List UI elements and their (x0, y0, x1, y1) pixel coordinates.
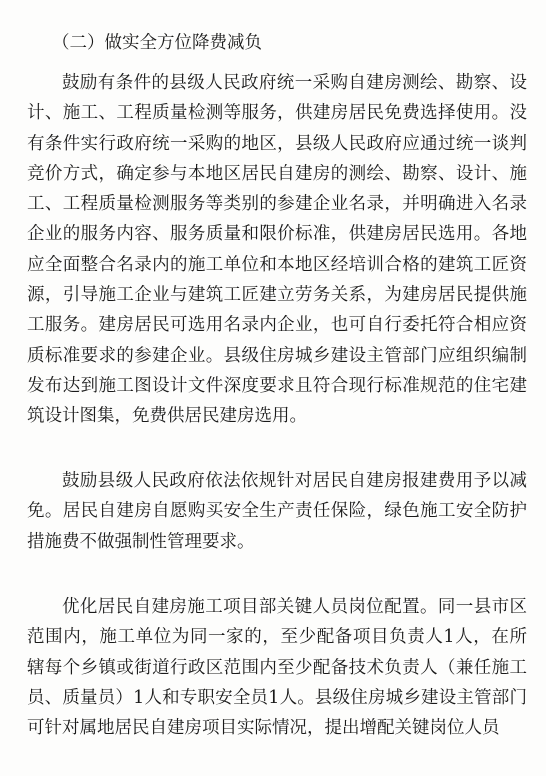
paragraph-service-procurement: 鼓励有条件的县级人民政府统一采购自建房测绘、勘察、设计、施工、工程质量检测等服务，供建房居民免费选择使用。没有条件实行政府统一采购的地区，县级人民政府应通过统一谈判竞价方式，确定参与本地区居民自建房的测绘、勘察、设计、施工、工程质量检测服务等类别的参建企业名录，并明确进入名录企业的服务内容、服务质量和限价标准，供建房居民选用。各地应全面整合名录内的施工单位和本地区经培训合格的建筑工匠资源，引导施工企业与建筑工匠建立劳务关系，为建房居民提供施工服务。建房居民可选用名录内企业，也可自行委托符合相应资质标准要求的参建企业。县级住房城乡建设主管部门应组织编制发布达到施工图设计文件深度要求且符合现行标准规范的住宅建筑设计图集，免费供居民建房选用。 (27, 73, 527, 427)
paragraph-staff-configuration: 优化居民自建房施工项目部关键人员岗位配置。同一县市区范围内，施工单位为同一家的，至少配备项目负责人1人，在所辖每个乡镇或街道行政区范围内至少配备技术负责人（兼任施工员、质量员）1人和专职安全员1人。县级住房城乡建设主管部门可针对属地居民自建房项目实际情况，提出增配关键岗位人员 (27, 597, 527, 739)
paragraph-fee-reduction: 鼓励县级人民政府依法依规针对居民自建房报建费用予以减免。居民自建房自愿购买安全生产责任保险，绿色施工安全防护措施费不做强制性管理要求。 (27, 471, 527, 552)
section-heading: （二）做实全方位降费减负 (52, 33, 262, 53)
